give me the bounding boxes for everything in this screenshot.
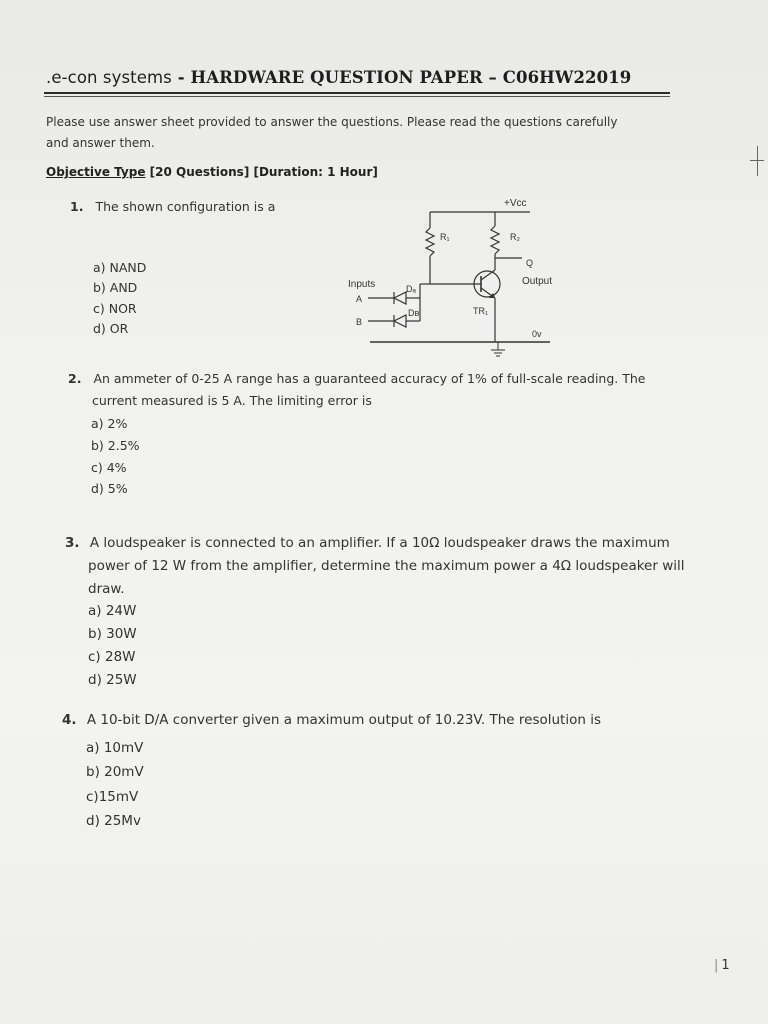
header-separator: -	[171, 68, 191, 87]
section-label: Objective Type	[46, 165, 146, 179]
header-rule-thin	[44, 96, 670, 97]
resistor-r1	[426, 228, 434, 256]
q-label: Q	[526, 258, 534, 268]
question-3-line-2: power of 12 W from the amplifier, determine the maximum power a 4Ω loudspeaker will	[88, 558, 685, 574]
input-b-label: B	[356, 317, 363, 327]
question-2-option-c: c) 4%	[91, 460, 127, 475]
question-2-number: 2.	[68, 371, 82, 386]
question-3-option-a: a) 24W	[88, 603, 137, 619]
vcc-label: +Vcc	[504, 198, 527, 209]
section-heading	[46, 165, 378, 179]
diode-db	[394, 315, 406, 327]
page-number	[714, 958, 730, 973]
question-1-option-b: b) AND	[93, 280, 138, 295]
question-1-number: 1.	[70, 199, 84, 214]
margin-pen-mark-cross	[750, 160, 764, 161]
question-3-line-3: draw.	[88, 581, 125, 597]
question-1-option-d: d) OR	[93, 321, 129, 336]
question-2-line-2: current measured is 5 A. The limiting error is	[92, 393, 372, 408]
r2-label: R₂	[510, 232, 520, 242]
question-1-option-a: a) NAND	[93, 260, 147, 275]
question-2-text	[68, 371, 645, 386]
question-3-option-b: b) 30W	[88, 626, 137, 642]
output-label: Output	[522, 276, 553, 287]
company-name: .e-con systems	[46, 68, 172, 87]
question-4-number: 4.	[62, 712, 77, 728]
db-label: Dʙ	[408, 308, 420, 318]
diode-da	[394, 292, 406, 304]
tr1-label: TR₁	[473, 306, 489, 316]
instructions	[46, 112, 686, 154]
resistor-r2	[491, 226, 499, 254]
input-a-label: A	[356, 294, 363, 304]
question-4-option-a: a) 10mV	[86, 740, 144, 756]
question-3-option-c: c) 28W	[88, 649, 136, 665]
page-number-value: 1	[721, 958, 730, 973]
instructions-line-2: and answer them.	[46, 136, 155, 150]
da-label: Dₐ	[406, 284, 416, 294]
question-2-option-b: b) 2.5%	[91, 438, 140, 453]
question-3-number: 3.	[65, 535, 80, 551]
paper-header	[46, 68, 631, 87]
transistor-gate-circuit	[330, 192, 570, 362]
page-number-bar: |	[714, 958, 719, 973]
ov-label: 0v	[532, 329, 542, 339]
paper-title: HARDWARE QUESTION PAPER	[190, 68, 483, 87]
inputs-label: Inputs	[348, 279, 376, 290]
question-4-option-d: d) 25Mv	[86, 813, 141, 829]
question-1-body: The shown configuration is a	[95, 199, 276, 214]
header-dash: –	[482, 68, 503, 87]
section-count: [20 Questions]	[145, 165, 250, 179]
section-duration: [Duration: 1 Hour]	[249, 165, 378, 179]
question-4-text	[62, 712, 601, 728]
question-1-option-c: c) NOR	[93, 301, 137, 316]
question-4-body: A 10-bit D/A converter given a maximum output of 10.23V. The resolution is	[86, 712, 601, 728]
header-rule-thick	[44, 92, 670, 94]
margin-pen-mark	[757, 146, 758, 176]
paper-code: C06HW22019	[502, 68, 632, 87]
question-2-option-a: a) 2%	[91, 416, 128, 431]
question-2-option-d: d) 5%	[91, 481, 128, 496]
r1-label: R₁	[440, 232, 450, 242]
instructions-line-1: Please use answer sheet provided to answer the questions. Please read the questions carefully	[46, 115, 618, 129]
question-3-option-d: d) 25W	[88, 672, 137, 688]
question-1-text	[70, 199, 275, 214]
question-3-line-1: A loudspeaker is connected to an amplifier. If a 10Ω loudspeaker draws the maximum	[89, 535, 670, 551]
question-4-option-c: c)15mV	[86, 789, 139, 805]
question-3-text	[65, 535, 670, 551]
question-2-line-1: An ammeter of 0-25 A range has a guaranteed accuracy of 1% of full-scale reading. The	[93, 371, 646, 386]
question-4-option-b: b) 20mV	[86, 764, 144, 780]
